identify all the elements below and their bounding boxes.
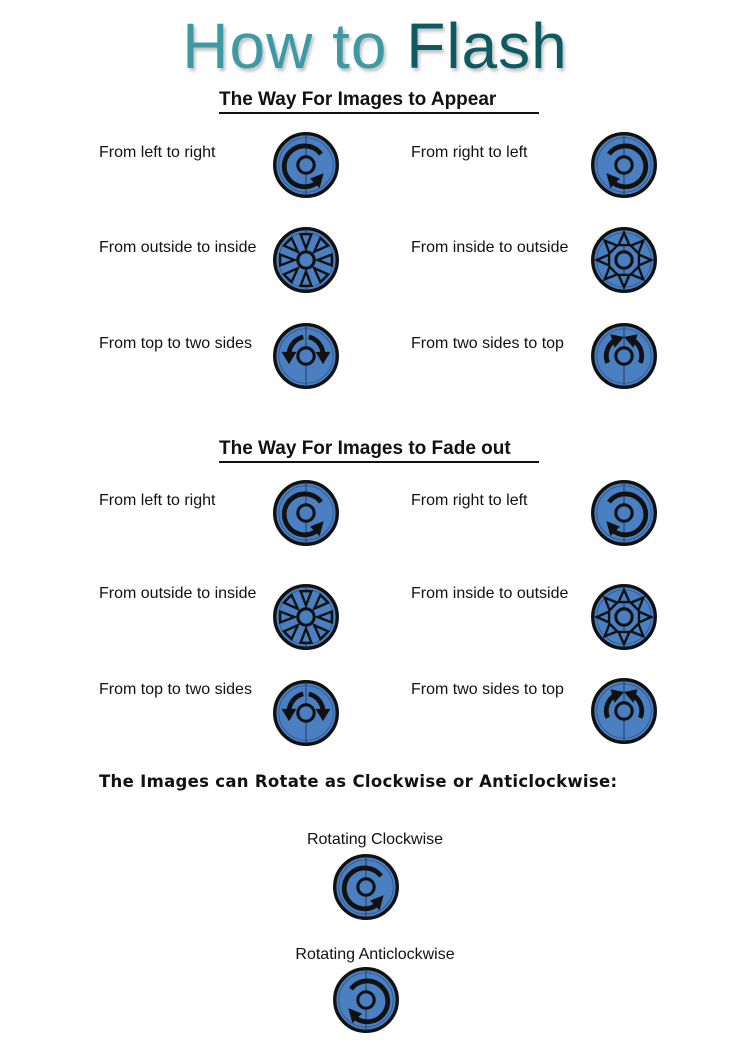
fade-arrows-outward-icon (590, 583, 658, 651)
appear-arc-ccw-icon (590, 131, 658, 199)
appear-arrows-inward-icon (272, 226, 340, 294)
rotating-clockwise-label: Rotating Clockwise (306, 831, 444, 848)
appear-label-5: From top to two sides (99, 335, 252, 352)
fade-arc-ccw-icon (590, 479, 658, 547)
title-part-1: How to (182, 10, 407, 82)
rotating-anticlockwise-label: Rotating Anticlockwise (295, 946, 455, 963)
appear-label-3: From outside to inside (99, 239, 257, 256)
title-part-2: Flash (406, 10, 568, 82)
appear-heading: The Way For Images to Appear (219, 89, 539, 114)
fade-arrows-inward-icon (272, 583, 340, 651)
fade-label-6: From two sides to top (411, 681, 564, 698)
appear-label-6: From two sides to top (411, 335, 564, 352)
appear-join-top-icon (590, 322, 658, 390)
appear-label-4: From inside to outside (411, 239, 569, 256)
fade-heading: The Way For Images to Fade out (219, 438, 539, 463)
fade-label-5: From top to two sides (99, 681, 252, 698)
page-title (0, 6, 750, 86)
appear-arc-cw-icon (272, 131, 340, 199)
rotate-clockwise-icon (332, 853, 400, 921)
fade-label-2: From right to left (411, 492, 528, 509)
appear-label-1: From left to right (99, 144, 216, 161)
fade-arc-cw-icon (272, 479, 340, 547)
fade-split-top-icon (272, 679, 340, 747)
rotate-note: The Images can Rotate as Clockwise or Anticlockwise: (99, 772, 618, 791)
rotate-anticlockwise-icon (332, 966, 400, 1034)
fade-label-3: From outside to inside (99, 585, 257, 602)
appear-label-2: From right to left (411, 144, 528, 161)
fade-label-4: From inside to outside (411, 585, 569, 602)
appear-arrows-outward-icon (590, 226, 658, 294)
fade-label-1: From left to right (99, 492, 216, 509)
fade-join-top-icon (590, 677, 658, 745)
appear-split-top-icon (272, 322, 340, 390)
